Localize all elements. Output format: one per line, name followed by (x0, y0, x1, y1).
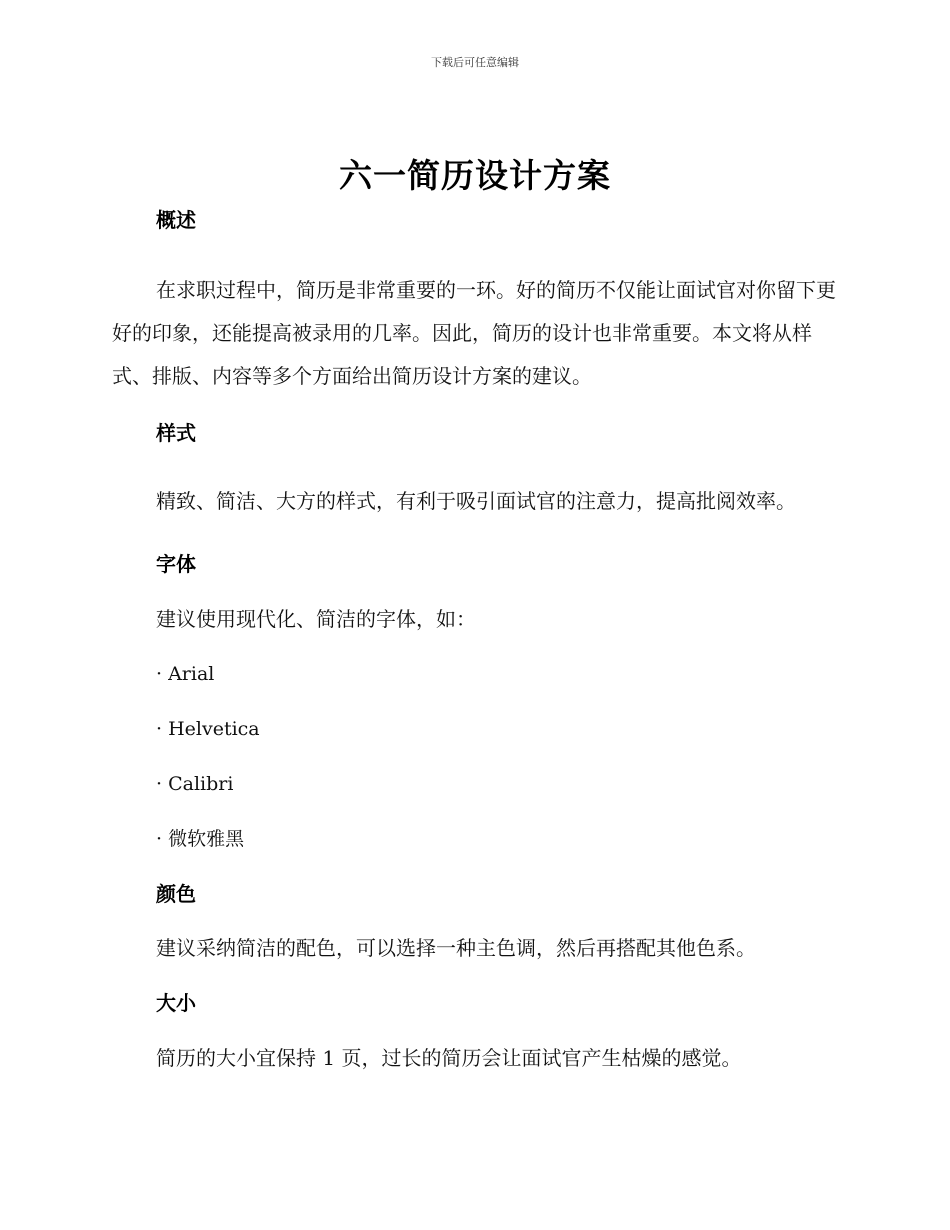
section-heading-size: 大小 (156, 991, 196, 1015)
section-heading-color: 颜色 (156, 882, 196, 906)
list-item-font-1: · Arial (156, 663, 215, 685)
section-heading-font: 字体 (156, 552, 196, 576)
page-header: 下载后可任意编辑 (431, 56, 519, 69)
document-body (112, 205, 842, 1073)
list-item-font-2: · Helvetica (156, 718, 260, 740)
paragraph-size: 简历的大小宜保持 1 页，过长的简历会让面试官产生枯燥的感觉。 (156, 1046, 742, 1070)
paragraph-overview: 在求职过程中，简历是非常重要的一环。好的简历不仅能让面试官对你留下更好的印象，还能提高被录用的几率。因此，简历的设计也非常重要。本文将从样式、排版、内容等多个方面给出简历设计方案的建议。 (112, 278, 836, 388)
paragraph-style: 精致、简洁、大方的样式，有利于吸引面试官的注意力，提高批阅效率。 (156, 489, 796, 513)
paragraph-font: 建议使用现代化、简洁的字体，如： (156, 607, 476, 631)
section-heading-overview: 概述 (156, 208, 196, 232)
section-heading-style: 样式 (156, 421, 196, 445)
list-item-font-3: · Calibri (156, 773, 234, 795)
list-item-font-4: · 微软雅黑 (156, 828, 245, 850)
paragraph-color: 建议采纳简洁的配色，可以选择一种主色调，然后再搭配其他色系。 (156, 936, 756, 960)
document-title: 六一简历设计方案 (339, 156, 611, 195)
